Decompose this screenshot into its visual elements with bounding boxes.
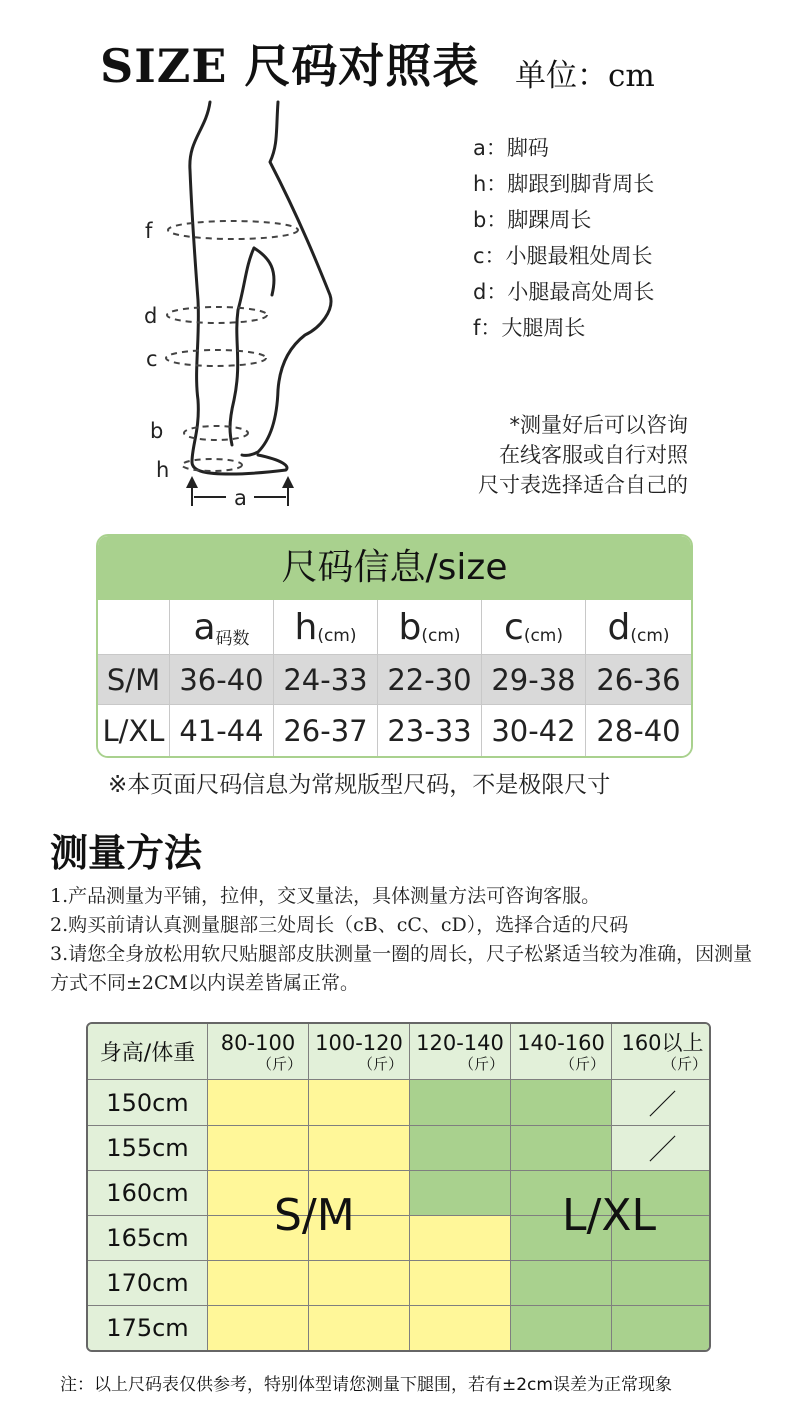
chart-cell [410, 1080, 511, 1126]
measurement-legend [473, 130, 654, 346]
legend-item: b：脚踝周长 [473, 208, 592, 232]
label-c: c [146, 347, 158, 371]
label-f: f [145, 219, 153, 243]
size-cell: 29-38 [482, 655, 586, 705]
size-label-sm: S/M [274, 1190, 355, 1241]
chart-cell [612, 1261, 711, 1306]
chart-cell [410, 1306, 511, 1350]
chart-cell [410, 1171, 511, 1216]
chart-cell [612, 1306, 711, 1350]
weight-range: 120-140 [416, 1030, 504, 1055]
chart-cell [410, 1261, 511, 1306]
size-table-note: ※本页面尺码信息为常规版型尺码，不是极限尺寸 [108, 772, 611, 798]
weight-header-cell [410, 1024, 511, 1080]
weight-header-cell [309, 1024, 410, 1080]
weight-range: 140-160 [517, 1030, 605, 1055]
chart-cell [410, 1126, 511, 1171]
size-label-lxl: L/XL [562, 1190, 656, 1241]
page-title: SIZE 尺码对照表 [100, 39, 480, 93]
chart-cell [511, 1306, 612, 1350]
chart-cell [410, 1216, 511, 1261]
method-line: 3.请您全身放松用软尺贴腿部皮肤测量一圈的周长，尺子松紧适当较为准确，因测量方式不同±2CM以内误差皆属正常。 [50, 943, 753, 994]
consult-note [440, 410, 688, 500]
size-cell: 26-37 [274, 705, 378, 756]
height-weight-chart [86, 1022, 711, 1352]
weight-header-cell [511, 1024, 612, 1080]
size-cell: 28-40 [586, 705, 691, 756]
label-d: d [144, 304, 158, 328]
size-table-grid [98, 600, 691, 756]
size-cell: 26-36 [586, 655, 691, 705]
height-header-cell: 150cm [88, 1080, 208, 1126]
size-cell: S/M [98, 655, 170, 705]
chart-cell [309, 1261, 410, 1306]
chart-cell [612, 1126, 711, 1171]
weight-header-cell [208, 1024, 309, 1080]
weight-unit: （斤） [256, 1054, 302, 1073]
method-line: 1.产品测量为平铺，拉伸，交叉量法，具体测量方法可咨询客服。 [50, 885, 601, 907]
weight-range: 160以上 [621, 1030, 704, 1055]
size-cell: 41-44 [170, 705, 274, 756]
consult-note-line: 尺寸表选择适合自己的 [478, 473, 688, 497]
weight-header-cell [612, 1024, 711, 1080]
size-table [96, 534, 693, 758]
legend-item: c：小腿最粗处周长 [473, 244, 653, 268]
legend-item: h：脚跟到脚背周长 [473, 172, 655, 196]
chart-cell [612, 1080, 711, 1126]
height-header-cell: 165cm [88, 1216, 208, 1261]
label-a: a [234, 486, 247, 510]
label-h: h [156, 458, 170, 482]
method-instructions [50, 882, 755, 998]
hw-corner-cell: 身高/体重 [88, 1024, 208, 1080]
size-header-cell: a 码数 [170, 600, 274, 655]
height-header-cell: 170cm [88, 1261, 208, 1306]
chart-cell [511, 1261, 612, 1306]
size-cell: L/XL [98, 705, 170, 756]
weight-range: 100-120 [315, 1030, 403, 1055]
weight-unit: （斤） [458, 1054, 504, 1073]
height-weight-grid [88, 1024, 709, 1350]
height-header-cell: 155cm [88, 1126, 208, 1171]
size-cell: 36-40 [170, 655, 274, 705]
legend-item: f：大腿周长 [473, 316, 586, 340]
method-line: 2.购买前请认真测量腿部三处周长（cB、cC、cD），选择合适的尺码 [50, 914, 629, 936]
legend-item: d：小腿最高处周长 [473, 280, 655, 304]
unit-label: 单位：cm [515, 58, 655, 94]
size-header-cell: b (cm) [378, 600, 482, 655]
chart-cell [208, 1126, 309, 1171]
chart-cell [309, 1080, 410, 1126]
consult-note-line: *测量好后可以咨询 [509, 413, 688, 437]
consult-note-line: 在线客服或自行对照 [499, 443, 688, 467]
leg-measurement-illustration [130, 100, 340, 520]
size-header-cell: d (cm) [586, 600, 691, 655]
weight-unit: （斤） [559, 1054, 605, 1073]
not-applicable-slash: ／ [648, 1133, 677, 1166]
chart-cell [511, 1080, 612, 1126]
weight-range: 80-100 [220, 1030, 296, 1055]
chart-cell [511, 1126, 612, 1171]
size-header-cell: h (cm) [274, 600, 378, 655]
height-header-cell: 175cm [88, 1306, 208, 1350]
height-header-cell: 160cm [88, 1171, 208, 1216]
not-applicable-slash: ／ [648, 1087, 677, 1121]
size-header-cell: c (cm) [482, 600, 586, 655]
legend-item: a：脚码 [473, 136, 549, 160]
chart-cell [309, 1306, 410, 1350]
size-cell: 30-42 [482, 705, 586, 756]
label-b: b [150, 419, 164, 443]
method-title: 测量方法 [50, 830, 203, 875]
chart-cell [208, 1306, 309, 1350]
weight-unit: （斤） [661, 1054, 707, 1073]
size-table-title: 尺码信息/size [98, 536, 691, 600]
weight-unit: （斤） [357, 1054, 403, 1073]
size-header-cell [98, 600, 170, 655]
size-cell: 24-33 [274, 655, 378, 705]
chart-cell [208, 1080, 309, 1126]
size-cell: 23-33 [378, 705, 482, 756]
size-cell: 22-30 [378, 655, 482, 705]
chart-cell [309, 1126, 410, 1171]
footer-note: 注：以上尺码表仅供参考，特别体型请您测量下腿围，若有±2cm误差为正常现象 [60, 1375, 672, 1395]
chart-cell [208, 1261, 309, 1306]
